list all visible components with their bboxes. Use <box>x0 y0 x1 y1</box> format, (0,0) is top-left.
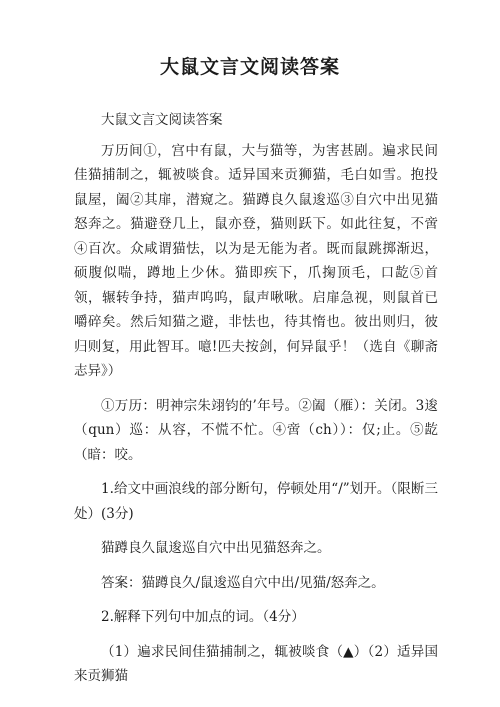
question-2: 2.解释下列句中加点的词。（4分） <box>101 609 305 625</box>
annotations-paragraph: ①万历：明神宗朱翊钧的’年号。②阖（雁）：关闭。3逡（qun）巡：从容，不慌不忙。④啻（ch））：仅;止。⑤龁（暗：咬。 <box>74 397 438 463</box>
document-body <box>74 108 438 689</box>
passage-paragraph: 万历间①，宫中有鼠，大与猫等，为害甚剧。遍求民间佳猫捕制之，辄被啖食。适异国来贡狮猫，毛白如雪。抱投鼠屋，阖②其扉，潜窥之。猫蹲良久鼠逡巡③自穴中出见猫怒奔之。猫避登几上，鼠亦登，猫则跃下。如此往复，不啻④百次。众咸谓猫怯，以为是无能为者。既而鼠跳掷渐迟，硕腹似喘，蹲地上少休。猫即疾下，爪掬顶毛，口龁⑤首领，辗转争持，猫声呜呜，鼠声啾啾。启扉急视，则鼠首已嚼碎矣。然后知猫之避，非怯也，待其惰也。彼出则归，彼归则复，用此智耳。噫!匹夫按剑，何异鼠乎！（选自《聊斋志异》） <box>74 142 438 379</box>
question-1-sentence: 猫蹲良久鼠逡巡自穴中出见猫怒奔之。 <box>101 540 331 556</box>
page-title: 大鼠文言文阅读答案 <box>159 56 340 78</box>
question-1-answer: 答案：猫蹲良久/鼠逡巡自穴中出/见猫/怒奔之。 <box>101 574 385 591</box>
question-2-items: （1）遍求民间佳猫捕制之，辄被啖食（▲）（2）适异国来贡狮猫 <box>74 643 438 684</box>
question-1: 1.给文中画浪线的部分断句，停顿处用“/”划开。（限断三处）(3分) <box>74 481 438 522</box>
article-subtitle: 大鼠文言文阅读答案 <box>101 112 223 128</box>
